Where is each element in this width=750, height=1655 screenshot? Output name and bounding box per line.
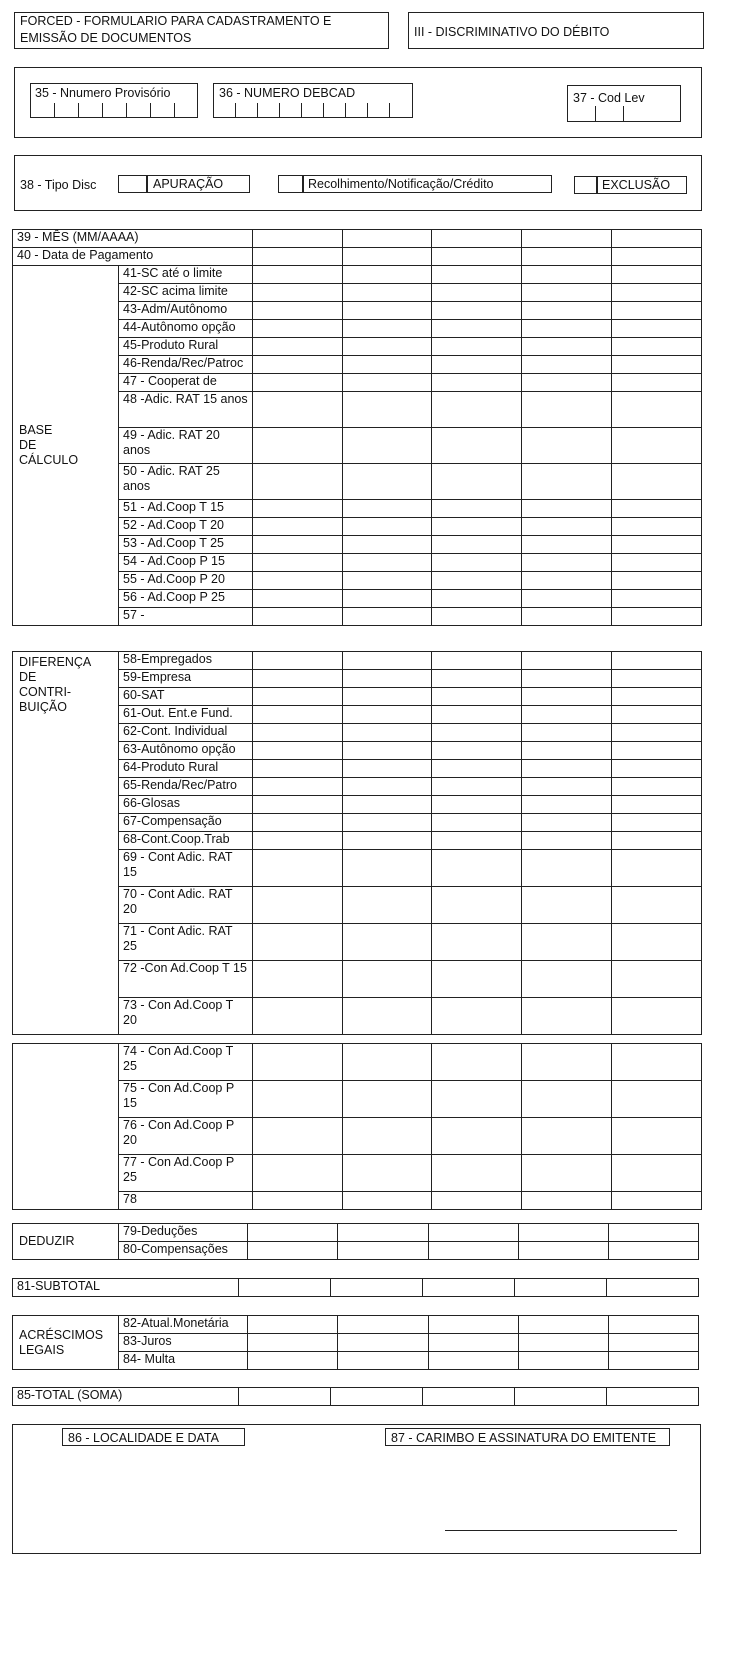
form-title-line1: FORCED - FORMULARIO PARA CADASTRAMENTO E: [20, 14, 332, 28]
row-label: 48 -Adic. RAT 15 anos: [119, 392, 253, 428]
row-label: 47 - Cooperat de: [119, 374, 253, 392]
row-label: 74 - Con Ad.Coop T 25: [119, 1044, 253, 1081]
row-label: 75 - Con Ad.Coop P 15: [119, 1081, 253, 1118]
carimbo-label: 87 - CARIMBO E ASSINATURA DO EMITENTE: [391, 1431, 657, 1445]
apuracao-checkbox[interactable]: [118, 175, 147, 193]
exclusao-checkbox[interactable]: [574, 176, 597, 194]
row-label: 55 - Ad.Coop P 20: [119, 572, 253, 590]
base-group-line2: DE: [19, 438, 37, 452]
row-label: 71 - Cont Adic. RAT 25: [119, 924, 253, 961]
subtotal-table: [12, 1278, 699, 1297]
base-calculo-table: [12, 229, 702, 626]
field-35-label: 35 - Nnumero Provisório: [35, 86, 171, 100]
row-label: 43-Adm/Autônomo: [119, 302, 253, 320]
value-cell[interactable]: [343, 248, 432, 266]
field-37-input[interactable]: [567, 106, 681, 122]
row-label: 68-Cont.Coop.Trab: [119, 832, 253, 850]
row-label: 58-Empregados: [119, 652, 253, 670]
row-label: 79-Deduções: [119, 1224, 248, 1242]
localidade-label: 86 - LOCALIDADE E DATA: [68, 1431, 219, 1445]
row-label: 61-Out. Ent.e Fund.: [119, 706, 253, 724]
diferenca-group: [13, 652, 119, 1035]
row-label: 64-Produto Rural: [119, 760, 253, 778]
row-label: 77 - Con Ad.Coop P 25: [119, 1155, 253, 1192]
row-label-40: 40 - Data de Pagamento: [13, 248, 253, 266]
row-label: 82-Atual.Monetária: [119, 1316, 248, 1334]
row-label: 62-Cont. Individual: [119, 724, 253, 742]
acrescimos-table: [12, 1315, 699, 1370]
row-label: 65-Renda/Rec/Patro: [119, 778, 253, 796]
acrescimos-group: [13, 1316, 119, 1370]
row-label: 84- Multa: [119, 1352, 248, 1370]
row-label: 66-Glosas: [119, 796, 253, 814]
value-cell[interactable]: [343, 230, 432, 248]
row-label: 45-Produto Rural: [119, 338, 253, 356]
row-label: 44-Autônomo opção: [119, 320, 253, 338]
row-label: 67-Compensação: [119, 814, 253, 832]
diferenca-cont-group: [13, 1044, 119, 1210]
acrescimos-line1: ACRÉSCIMOS: [19, 1327, 104, 1342]
value-cell[interactable]: [612, 248, 702, 266]
value-cell[interactable]: [432, 248, 522, 266]
total-label: 85-TOTAL (SOMA): [13, 1388, 239, 1406]
recolhimento-option-label: Recolhimento/Notificação/Crédito: [308, 177, 494, 191]
row-label: 46-Renda/Rec/Patroc: [119, 356, 253, 374]
row-label-39: 39 - MÊS (MM/AAAA): [13, 230, 253, 248]
row-label: 54 - Ad.Coop P 15: [119, 554, 253, 572]
dif-group-line4: BUIÇÃO: [19, 700, 67, 714]
row-label: 76 - Con Ad.Coop P 20: [119, 1118, 253, 1155]
field-36-input[interactable]: [213, 103, 413, 118]
row-label: 50 - Adic. RAT 25 anos: [119, 464, 253, 500]
row-label: 70 - Cont Adic. RAT 20: [119, 887, 253, 924]
base-group-line1: BASE: [19, 423, 53, 437]
dif-group-line2: DE: [19, 670, 37, 684]
value-cell[interactable]: [253, 248, 343, 266]
tipo-disc-label: 38 - Tipo Disc: [20, 178, 97, 192]
row-label: 53 - Ad.Coop T 25: [119, 536, 253, 554]
value-cell[interactable]: [253, 230, 343, 248]
row-label: 60-SAT: [119, 688, 253, 706]
deduzir-group: DEDUZIR: [13, 1224, 119, 1260]
row-label: 73 - Con Ad.Coop T 20: [119, 998, 253, 1035]
row-label: 63-Autônomo opção: [119, 742, 253, 760]
row-label: 56 - Ad.Coop P 25: [119, 590, 253, 608]
row-label: 52 - Ad.Coop T 20: [119, 518, 253, 536]
exclusao-option-label: EXCLUSÃO: [602, 178, 671, 192]
field-35-input[interactable]: [30, 103, 198, 118]
value-cell[interactable]: [432, 230, 522, 248]
apuracao-option-label: APURAÇÃO: [153, 177, 224, 191]
diferenca-cont-table: [12, 1043, 702, 1210]
row-label: 83-Juros: [119, 1334, 248, 1352]
value-cell[interactable]: [612, 230, 702, 248]
deduzir-table: [12, 1223, 699, 1260]
value-cell[interactable]: [522, 248, 612, 266]
section-title: III - DISCRIMINATIVO DO DÉBITO: [414, 25, 610, 39]
total-table: [12, 1387, 699, 1406]
row-label: 51 - Ad.Coop T 15: [119, 500, 253, 518]
signature-line[interactable]: [445, 1530, 677, 1531]
row-label: 42-SC acima limite: [119, 284, 253, 302]
base-calculo-group: [13, 266, 119, 626]
row-label: 49 - Adic. RAT 20 anos: [119, 428, 253, 464]
row-label: 59-Empresa: [119, 670, 253, 688]
dif-group-line1: DIFERENÇA: [19, 655, 92, 669]
recolhimento-checkbox[interactable]: [278, 175, 303, 193]
dif-group-line3: CONTRI-: [19, 685, 72, 699]
acrescimos-line2: LEGAIS: [19, 1342, 65, 1357]
diferenca-table: [12, 651, 702, 1035]
row-label: 69 - Cont Adic. RAT 15: [119, 850, 253, 887]
field-36-label: 36 - NUMERO DEBCAD: [219, 86, 356, 100]
value-cell[interactable]: [522, 230, 612, 248]
row-label: 80-Compensações: [119, 1242, 248, 1260]
form-title-line2: EMISSÃO DE DOCUMENTOS: [20, 31, 192, 45]
field-37-label: 37 - Cod Lev: [573, 91, 645, 105]
base-group-line3: CÁLCULO: [19, 453, 79, 467]
row-label: 78: [119, 1192, 253, 1210]
row-label: 57 -: [119, 608, 253, 626]
subtotal-label: 81-SUBTOTAL: [13, 1279, 239, 1297]
row-label: 72 -Con Ad.Coop T 15: [119, 961, 253, 998]
row-label: 41-SC até o limite: [119, 266, 253, 284]
